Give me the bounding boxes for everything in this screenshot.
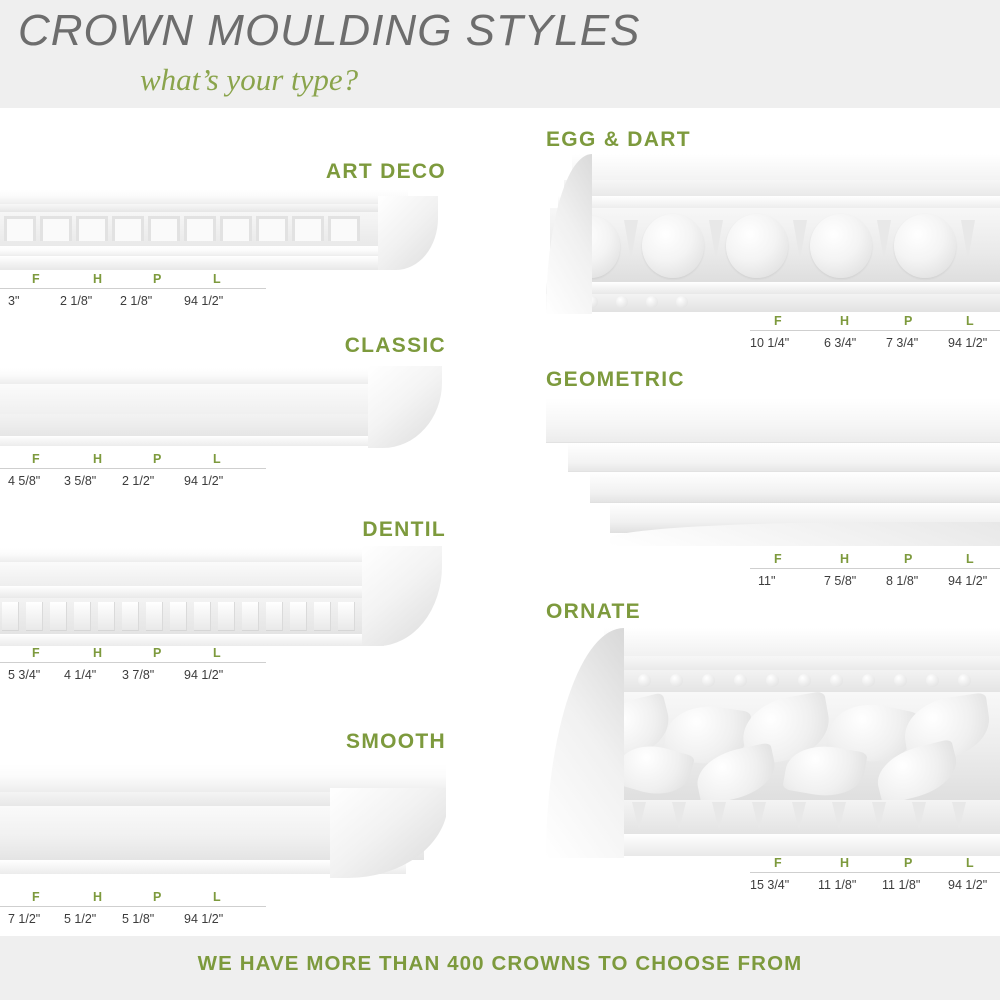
spec-value-l: 94 1/2" <box>184 474 224 488</box>
spec-header-f: F <box>32 452 41 466</box>
spec-value-p: 8 1/8" <box>886 574 919 588</box>
spec-value-f: 4 5/8" <box>8 474 41 488</box>
spec-value-l: 94 1/2" <box>948 574 988 588</box>
spec-header-f: F <box>774 552 783 566</box>
style-card-geometric <box>546 368 1000 604</box>
moulding-illustration-smooth <box>0 758 446 888</box>
spec-header-l: L <box>213 272 222 286</box>
spec-value-p: 2 1/8" <box>120 294 153 308</box>
style-title-dentil: DENTIL <box>362 518 446 541</box>
style-title-geometric: GEOMETRIC <box>546 368 685 391</box>
moulding-illustration-dentil <box>0 544 446 654</box>
spec-header-f: F <box>774 856 783 870</box>
spec-value-f: 15 3/4" <box>750 878 790 892</box>
moulding-illustration-classic <box>0 362 446 462</box>
spec-header-p: P <box>153 646 162 660</box>
moulding-illustration-geometric <box>546 396 1000 554</box>
moulding-illustration-ornate <box>546 628 1000 868</box>
spec-value-l: 94 1/2" <box>184 668 224 682</box>
spec-value-p: 7 3/4" <box>886 336 919 350</box>
spec-table-smooth <box>8 890 268 932</box>
style-card-classic <box>0 334 446 488</box>
spec-header-l: L <box>213 646 222 660</box>
spec-value-f: 5 3/4" <box>8 668 41 682</box>
spec-header-l: L <box>966 552 975 566</box>
spec-header-p: P <box>153 272 162 286</box>
footer-band <box>0 936 1000 1000</box>
spec-header-h: H <box>840 552 850 566</box>
spec-value-f: 10 1/4" <box>750 336 790 350</box>
page-subtitle: what’s your type? <box>140 62 359 97</box>
header-band <box>0 0 1000 108</box>
moulding-illustration-egg-and-dart <box>546 154 1000 324</box>
spec-header-p: P <box>904 552 913 566</box>
spec-header-p: P <box>153 452 162 466</box>
spec-table-art-deco <box>8 272 268 314</box>
spec-header-f: F <box>32 272 41 286</box>
style-title-art-deco: ART DECO <box>325 160 446 183</box>
spec-header-l: L <box>213 890 222 904</box>
spec-header-h: H <box>840 314 850 328</box>
spec-value-h: 6 3/4" <box>824 336 857 350</box>
spec-header-l: L <box>213 452 222 466</box>
style-title-classic: CLASSIC <box>344 334 446 357</box>
spec-value-p: 5 1/8" <box>122 912 155 926</box>
spec-table-classic <box>8 452 268 494</box>
spec-header-h: H <box>93 890 103 904</box>
style-card-dentil <box>0 518 446 682</box>
spec-value-h: 5 1/2" <box>64 912 97 926</box>
spec-value-p: 11 1/8" <box>882 878 921 892</box>
spec-value-f: 3" <box>8 294 20 308</box>
spec-value-h: 2 1/8" <box>60 294 93 308</box>
spec-value-l: 94 1/2" <box>184 294 224 308</box>
style-title-egg-and-dart: EGG & DART <box>546 128 691 151</box>
footer-message: WE HAVE MORE THAN 400 CROWNS TO CHOOSE FROM <box>197 952 803 975</box>
spec-header-h: H <box>93 646 103 660</box>
spec-value-h: 7 5/8" <box>824 574 857 588</box>
spec-value-f: 7 1/2" <box>8 912 41 926</box>
spec-table-dentil <box>8 646 268 688</box>
spec-header-p: P <box>153 890 162 904</box>
spec-header-h: H <box>93 452 103 466</box>
spec-value-l: 94 1/2" <box>948 878 988 892</box>
moulding-illustration-art-deco <box>0 188 446 280</box>
spec-value-p: 2 1/2" <box>122 474 155 488</box>
spec-header-h: H <box>840 856 850 870</box>
spec-table-egg-and-dart <box>750 314 1000 356</box>
style-title-ornate: ORNATE <box>546 600 641 623</box>
spec-header-p: P <box>904 856 913 870</box>
spec-header-l: L <box>966 314 975 328</box>
spec-header-f: F <box>32 890 41 904</box>
spec-value-f: 11" <box>758 574 776 588</box>
spec-table-geometric <box>758 552 1000 594</box>
spec-table-ornate <box>750 856 1000 898</box>
spec-header-f: F <box>32 646 41 660</box>
spec-header-p: P <box>904 314 913 328</box>
spec-value-h: 4 1/4" <box>64 668 97 682</box>
style-card-ornate <box>546 600 1000 920</box>
style-title-smooth: SMOOTH <box>346 730 446 753</box>
spec-value-l: 94 1/2" <box>948 336 988 350</box>
spec-value-p: 3 7/8" <box>122 668 155 682</box>
spec-value-l: 94 1/2" <box>184 912 224 926</box>
spec-header-f: F <box>774 314 783 328</box>
page-title: CROWN MOULDING STYLES <box>18 6 641 55</box>
style-card-egg-and-dart <box>546 128 1000 368</box>
spec-value-h: 3 5/8" <box>64 474 97 488</box>
style-card-art-deco <box>0 160 446 308</box>
spec-header-l: L <box>966 856 975 870</box>
style-card-smooth <box>0 730 446 926</box>
spec-value-h: 11 1/8" <box>818 878 857 892</box>
spec-header-h: H <box>93 272 103 286</box>
